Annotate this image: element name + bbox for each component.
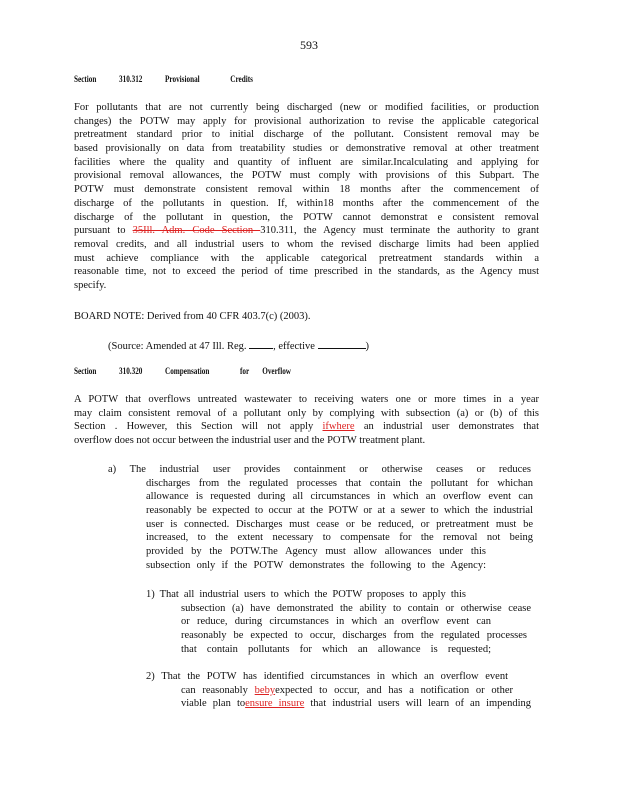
text-line: overflow does not occur between the industrial user and the POTW treatment plant.	[74, 435, 426, 447]
text-line: discharge of the pollutants in question. If, within18 months after the commencement of the	[74, 197, 539, 209]
section-310-320-heading	[74, 366, 291, 376]
text-line: POTW must demonstrate consistent removal within 18 months after the commencement of	[74, 184, 539, 196]
paragraph-1	[146, 588, 466, 602]
section-label: Section	[74, 74, 97, 84]
section-number: 310.312	[119, 74, 143, 84]
text-run: pursuant to	[74, 225, 133, 237]
text-line: For pollutants that are not currently being discharged (new or modified facilities, or production	[74, 102, 539, 113]
board-note-text: BOARD NOTE: Derived from 40 CFR 403.7(c) (2003).	[74, 311, 311, 322]
source-close-paren: )	[365, 341, 370, 352]
text-line-with-insertion	[181, 684, 513, 698]
section-title-word: Compensation	[165, 366, 210, 376]
page-number: 593	[300, 38, 318, 52]
text-line: or reduce, during circumstances in which an overflow event can	[181, 616, 491, 628]
deleted-text: 35Ill. Adm. Code Section	[132, 225, 261, 237]
text-line: subsection only if the POTW demonstrates the following to the Agency:	[146, 559, 486, 571]
text-line: may claim consistent removal of a pollutant only by complying with subsection (a) or (b) of this	[74, 407, 539, 419]
source-effective-label: , effective	[273, 341, 315, 352]
text-line: reasonably be expected to occur, discharges from the regulated processes	[181, 630, 527, 642]
text-line: removal credits, and all industrial users to whom the revised discharge limits had been applied	[74, 238, 539, 250]
text-run: can reasonably	[181, 684, 255, 696]
paragraph-overflow	[74, 393, 539, 448]
text-line: must achieve compliance with the applicable categorical pretreatment standards within a	[74, 252, 539, 264]
paragraph-2-body	[181, 684, 531, 711]
amended-text: ifwhere	[322, 421, 355, 433]
text-line: that contain pollutants for which an allowance is requested;	[181, 643, 491, 655]
subsection-a-body	[146, 477, 533, 573]
subsection-a	[108, 463, 531, 477]
text-line: reasonably be expected to occur at the POTW or at a sewer to which the industrial	[146, 505, 533, 517]
text-line: A POTW that overflows untreated wastewater to receiving waters one or more times in a year	[74, 394, 539, 405]
paragraph-provisional-credits	[74, 101, 539, 293]
blank-register-number	[249, 338, 273, 349]
amended-text: ensure insure	[245, 698, 305, 710]
amended-text: beby	[254, 684, 276, 696]
item-first-line: a) The industrial user provides containment or otherwise ceases or reduces	[108, 464, 531, 475]
text-line: facilities where the quality and quantity of influent are similar.Incalculating and applying for	[74, 156, 539, 168]
source-line	[108, 338, 508, 354]
text-line: reasonable time, not to exceed the period of time prescribed in the standards, as the Agency must	[74, 266, 539, 278]
text-line: subsection (a) have demonstrated the ability to contain or otherwise cease	[181, 602, 531, 614]
paragraph-1-body	[181, 602, 531, 657]
text-line: provisional removal allowances, the POTW must comply with provisions of this Subpart. The	[74, 170, 539, 182]
text-line: discharge of the pollutant in question, the POTW cannot demonstrat e consistent removal	[74, 211, 539, 223]
source-text: (Source: Amended at 47 Ill. Reg.	[108, 341, 247, 352]
text-line-with-insertion	[74, 420, 539, 434]
section-title-word: Overflow	[262, 366, 292, 376]
text-line: pretreatment standard prior to initial discharge of the pollutant. Consistent removal may be	[74, 129, 539, 141]
paragraph-2	[146, 670, 508, 684]
text-line-with-strikethrough	[74, 224, 539, 238]
text-line: increased, to the extent necessary to compensate for the removal not being	[146, 532, 533, 544]
section-title-word: for	[240, 366, 250, 376]
text-run: that industrial users will learn of an impending	[304, 698, 531, 710]
section-title-word: Provisional	[165, 74, 200, 84]
text-run: viable plan to	[181, 698, 246, 710]
section-title-word: Credits	[230, 74, 253, 84]
text-line: provided by the POTW.The Agency must allow allowances under this	[146, 546, 486, 558]
text-line: changes) the POTW may apply for provisional authorization to revise the applicable categorical	[74, 115, 539, 127]
text-line-with-insertion	[181, 697, 531, 711]
text-line: based provisionally on data from treatability studies or demonstrative removal at other treatment	[74, 143, 539, 155]
text-line: specify.	[74, 279, 107, 291]
section-label: Section	[74, 366, 97, 376]
board-note	[74, 310, 539, 324]
source-note	[108, 338, 508, 354]
text-line: discharges from the regulated processes that contain the pollutant for whichan	[146, 477, 533, 489]
item-first-line: 2) That the POTW has identified circumstances in which an overflow event	[146, 671, 508, 682]
section-number: 310.320	[119, 366, 143, 376]
text-line: user is connected. Discharges must cease or be reduced, or pretreatment must be	[146, 518, 533, 530]
item-first-line: 1) That all industrial users to which the POTW proposes to apply this	[146, 589, 466, 600]
section-310-312-heading	[74, 74, 253, 84]
text-run: Section . However, this Section will not apply	[74, 421, 323, 433]
text-run: an industrial user demonstrates that	[354, 421, 539, 433]
text-run: 310.311, the Agency must terminate the authority to grant	[260, 225, 539, 237]
text-run: expected to occur, and has a notification or other	[275, 684, 513, 696]
text-line: allowance is requested during all circumstances in which an overflow event can	[146, 491, 533, 503]
blank-effective-date	[318, 338, 366, 349]
